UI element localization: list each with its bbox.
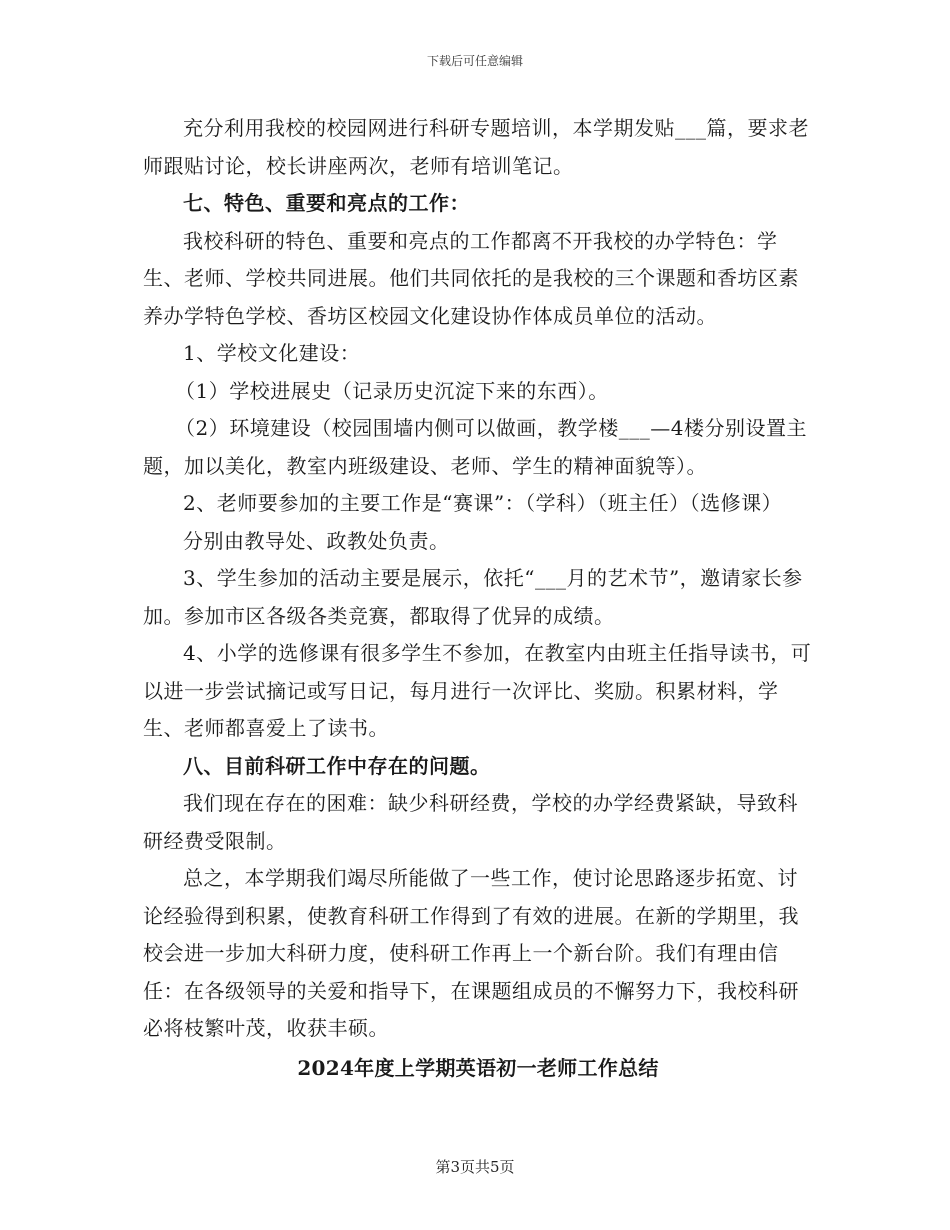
paragraph: 充分利用我校的校园网进行科研专题培训，本学期发贴___篇，要求老师跟贴讨论，校长讲座两次，老师有培训笔记。 [143,116,809,178]
list-item: 4、小学的选修课有很多学生不参加，在教室内由班主任指导读书，可以进一步尝试摘记或写日记，每月进行一次评比、奖励。积累材料，学生、老师都喜爱上了读书。 [143,641,812,740]
list-item: 1、学校文化建设： [183,341,361,365]
section-heading-8: 八、目前科研工作中存在的问题。 [183,753,491,778]
paragraph: 总之，本学期我们竭尽所能做了一些工作，使讨论思路逐步拓宽、讨论经验得到积累，使教育科研工作得到了有效的进展。在新的学期里，我校会进一步加大科研力度，使科研工作再上一个新台阶。我们有理由信任：在各级领导的关爱和指导下，在课题组成员的不懈努力下，我校科研必将枝繁叶茂，收获丰硕。 [143,866,799,1040]
next-document-title: 2024年度上学期英语初一老师工作总结 [297,1055,659,1080]
paragraph: 分别由教导处、政教处负责。 [183,528,450,553]
document-body [143,110,813,1087]
page-number: 第3页共5页 [435,1158,515,1176]
paragraph: 我校科研的特色、重要和亮点的工作都离不开我校的办学特色：学生、老师、学校共同进展。他们共同依托的是我校的三个课题和香坊区素养办学特色学校、香坊区校园文化建设协作体成员单位的活动。 [143,228,799,328]
list-item: （2）环境建设（校园围墙内侧可以做画，教学楼___—4楼分别设置主题，加以美化，教室内班级建设、老师、学生的精神面貌等）。 [143,416,807,478]
paragraph: 我们现在存在的困难：缺少科研经费，学校的办学经费紧缺，导致科研经费受限制。 [143,791,798,853]
list-item: 2、老师要参加的主要工作是“赛课”：（学科）（班主任）（选修课） [183,491,783,515]
section-heading-7: 七、特色、重要和亮点的工作： [183,191,470,215]
list-item: （1）学校进展史（记录历史沉淀下来的东西）。 [175,378,609,403]
page-header: 下载后可任意编辑 [426,54,523,68]
list-item: 3、学生参加的活动主要是展示，依托“___月的艺术节”，邀请家长参加。参加市区各级各类竞赛，都取得了优异的成绩。 [143,566,803,628]
